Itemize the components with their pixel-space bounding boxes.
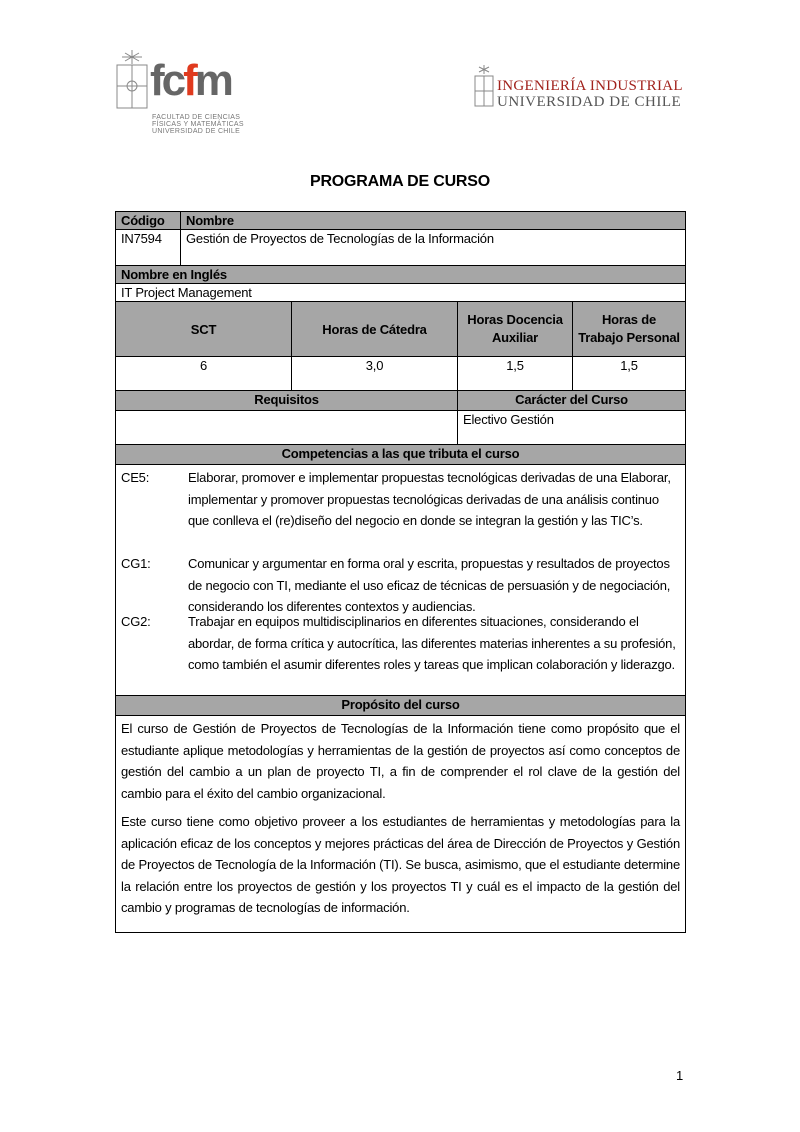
- logo-subtitle: FÍSICAS Y MATEMÁTICAS: [152, 121, 244, 128]
- page-title: PROGRAMA DE CURSO: [309, 173, 490, 190]
- ingenieria-industrial-logo: [474, 64, 689, 110]
- university-seal-icon: [474, 64, 494, 108]
- nombre-value: Gestión de Proyectos de Tecnologías de la Información: [180, 229, 686, 266]
- horas-personal-header: Horas de Trabajo Personal: [572, 301, 686, 357]
- nombre-ingles-header: Nombre en Inglés: [115, 265, 686, 284]
- requisitos-value: [115, 410, 458, 445]
- proposito-header: Propósito del curso: [115, 695, 686, 716]
- caracter-value: Electivo Gestión: [457, 410, 686, 445]
- proposito-paragraph: Este curso tiene como objetivo proveer a los estudiantes de herramientas y metodologías para la aplicación eficaz de los conceptos y mejores prácticas del área de Dirección de Proyectos y Gestión de Proyectos de Tecnología de la Información (TI). Se busca, asimismo, que el estudiante determine la relación entre los proyectos de gestión y los proyectos TI y cuál es el impacto de la gestión del cambio y programas de tecnologías de información.: [121, 814, 680, 915]
- university-seal-icon: [114, 48, 150, 110]
- nombre-header: Nombre: [180, 211, 686, 230]
- nombre-ingles-value: IT Project Management: [115, 283, 686, 302]
- competencias-header: Competencias a las que tributa el curso: [115, 444, 686, 465]
- competencia-text: Comunicar y argumentar en forma oral y escrita, propuestas y resultados de proyectos de negocio con TI, mediante el uso eficaz de técnicas de persuasión y de negociación, considerando los diferentes contextos y audiencias.: [188, 556, 671, 614]
- logo-line1: INGENIERÍA INDUSTRIAL: [497, 78, 683, 94]
- horas-personal-value: 1,5: [572, 356, 686, 391]
- competencia-code: CG1:: [121, 556, 151, 571]
- codigo-value: IN7594: [115, 229, 181, 266]
- competencias-list: [115, 464, 686, 696]
- horas-catedra-header: Horas de Cátedra: [291, 301, 458, 357]
- competencia-text: Trabajar en equipos multidisciplinarios en diferentes situaciones, considerando el abordar, de forma crítica y autocrítica, las diferentes materias inherentes a su profesión, como también el asumir diferentes roles y tareas que implican colaboración y liderazgo.: [188, 614, 676, 672]
- sct-header: SCT: [115, 301, 292, 357]
- horas-auxiliar-header: Horas Docencia Auxiliar: [457, 301, 573, 357]
- requisitos-header: Requisitos: [115, 390, 458, 411]
- sct-value: 6: [115, 356, 292, 391]
- horas-catedra-value: 3,0: [291, 356, 458, 391]
- competencia-text: Elaborar, promover e implementar propuestas tecnológicas derivadas de una Elaborar, implementar y promover propuestas tecnológicas derivadas de una análisis continuo que conlleva el (re)diseño del negocio en donde se integran la gestión y las TIC’s.: [188, 470, 671, 528]
- logo-subtitle: UNIVERSIDAD DE CHILE: [152, 128, 241, 135]
- codigo-header: Código: [115, 211, 181, 230]
- fcfm-logo: [112, 48, 252, 138]
- competencia-code: CE5:: [121, 470, 150, 485]
- proposito-body: [115, 715, 686, 933]
- competencia-code: CG2:: [121, 614, 151, 629]
- fcfm-wordmark: fcfm: [150, 56, 231, 105]
- horas-auxiliar-value: 1,5: [457, 356, 573, 391]
- logo-subtitle: FACULTAD DE CIENCIAS: [152, 114, 241, 121]
- logo-line2: UNIVERSIDAD DE CHILE: [497, 94, 682, 110]
- caracter-header: Carácter del Curso: [457, 390, 686, 411]
- page-number: 1: [676, 1068, 684, 1083]
- proposito-paragraph: El curso de Gestión de Proyectos de Tecnologías de la Información tiene como propósito que el estudiante aplique metodologías y herramientas de la gestión de proyectos así como conceptos de gestión del cambio a un plan de proyecto TI, a fin de comprender el rol clave de la gestión del cambio para el éxito del cambio organizacional.: [121, 721, 680, 801]
